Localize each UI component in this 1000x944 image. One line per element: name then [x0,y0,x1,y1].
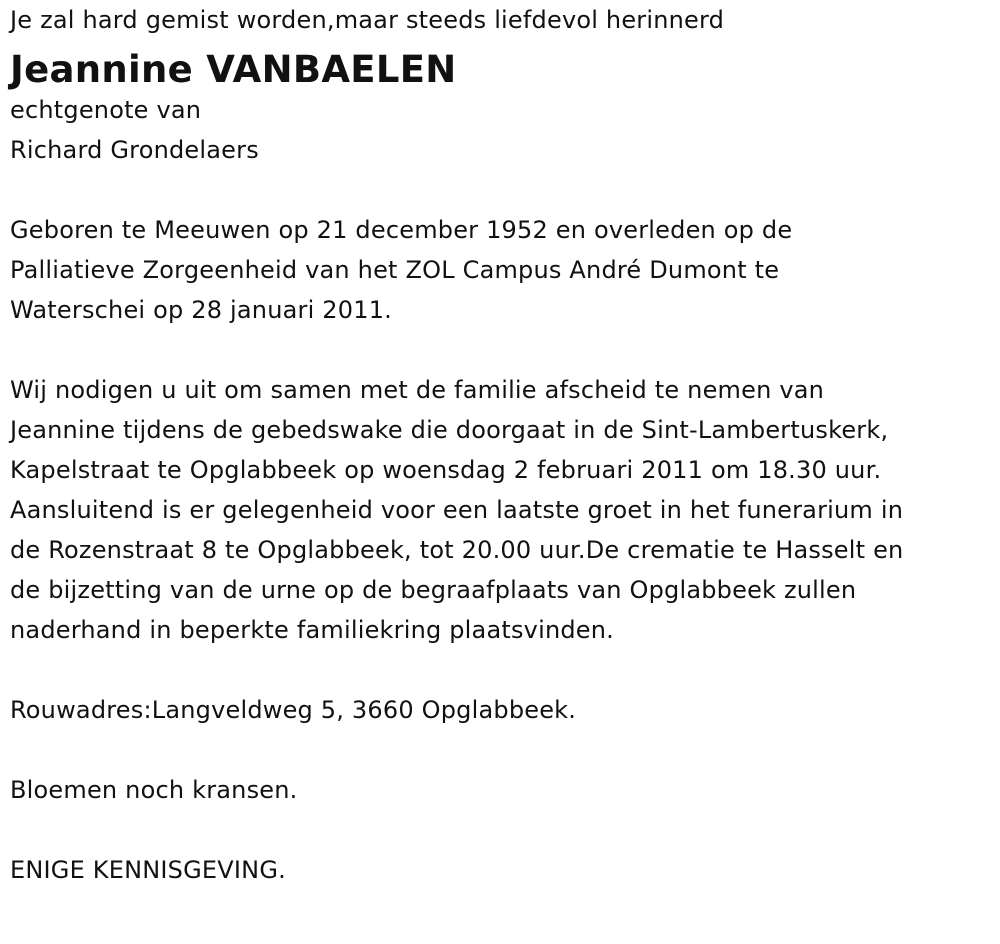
section-spacer [10,730,995,770]
section-spacer [10,170,995,210]
paragraph-line: Palliatieve Zorgeenheid van het ZOL Campus André Dumont te [10,256,780,284]
section-spacer [10,810,995,850]
paragraph-line: de Rozenstraat 8 te Opglabbeek, tot 20.00 uur.De crematie te Hasselt en [10,536,904,564]
paragraph-line: Geboren te Meeuwen op 21 december 1952 en overleden op de [10,216,793,244]
paragraph-line: naderhand in beperkte familiekring plaatsvinden. [10,616,614,644]
birth-death-paragraph [10,210,995,330]
paragraph-line: Wij nodigen u uit om samen met de familie afscheid te nemen van [10,376,825,404]
paragraph-line: Jeannine tijdens de gebedswake die doorgaat in de Sint-Lambertuskerk, [10,416,889,444]
paragraph-line: de bijzetting van de urne op de begraafplaats van Opglabbeek zullen [10,576,857,604]
paragraph-line: Aansluitend is er gelegenheid voor een laatste groet in het funerarium in [10,496,904,524]
section-spacer [10,650,995,690]
obituary-document [10,0,995,890]
paragraph-line: Kapelstraat te Opglabbeek op woensdag 2 februari 2011 om 18.30 uur. [10,456,882,484]
mourning-address: Rouwadres:Langveldweg 5, 3660 Opglabbeek. [10,696,577,724]
paragraph-line: Waterschei op 28 januari 2011. [10,296,393,324]
notice-text: ENIGE KENNISGEVING. [10,856,286,884]
spouse-relation: echtgenote van [10,96,202,124]
motto-text: Je zal hard gemist worden,maar steeds liefdevol herinnerd [10,6,725,34]
spouse-name: Richard Grondelaers [10,136,259,164]
section-spacer [10,330,995,370]
invitation-paragraph [10,370,995,650]
flowers-note: Bloemen noch kransen. [10,776,298,804]
deceased-name: Jeannine VANBAELEN [10,48,457,91]
